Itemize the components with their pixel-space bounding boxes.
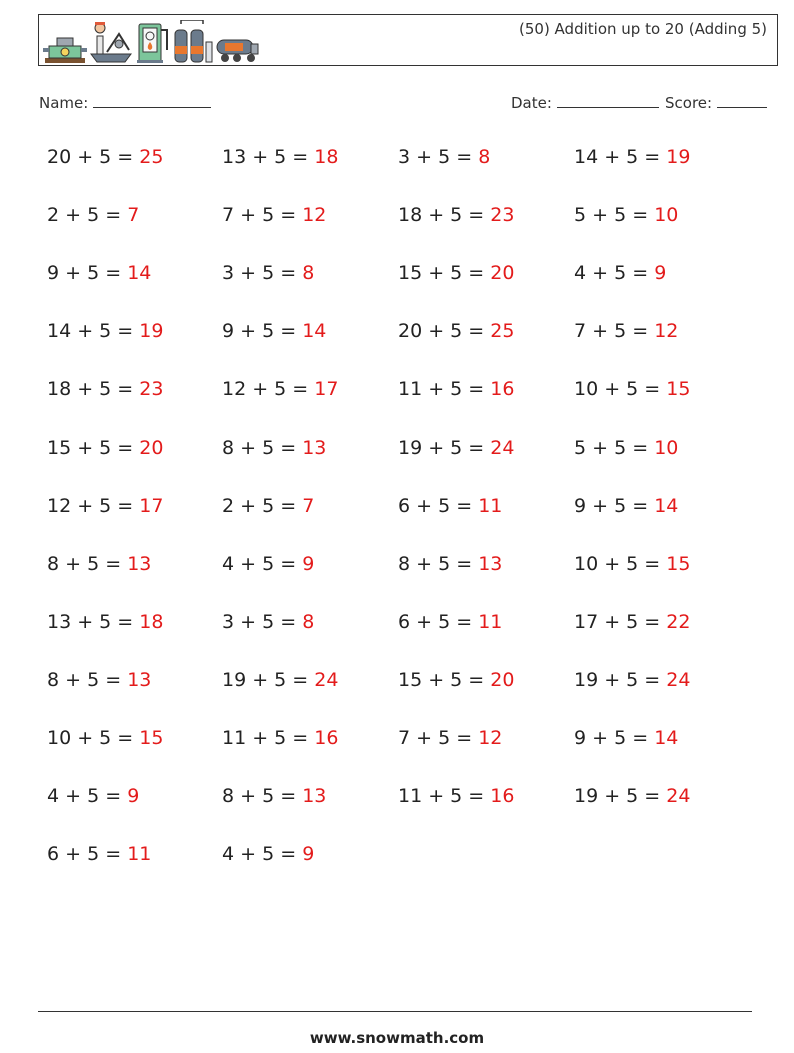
- problem-item: [398, 669, 514, 691]
- oil-rig-icon: [89, 20, 133, 64]
- problem-answer: 25: [490, 320, 515, 343]
- problem-item: [222, 262, 314, 284]
- problem-answer: 20: [490, 262, 515, 285]
- problem-item: [398, 320, 514, 342]
- problem-answer: 11: [478, 610, 503, 633]
- problem-question: 3 + 5 =: [222, 262, 303, 285]
- problem-answer: 12: [478, 727, 503, 749]
- problem-item: [574, 669, 690, 691]
- problem-question: 4 + 5 =: [222, 552, 303, 575]
- problem-answer: 23: [139, 378, 164, 401]
- problem-question: 11 + 5 =: [222, 727, 315, 749]
- problem-item: [47, 378, 163, 400]
- header-icons: [43, 18, 259, 64]
- problem-question: 9 + 5 =: [47, 262, 128, 285]
- problem-answer: 9: [302, 552, 315, 575]
- problem-item: [574, 495, 678, 517]
- problem-item: [47, 437, 163, 459]
- problem-answer: 13: [302, 785, 327, 808]
- name-label: Name:: [39, 94, 89, 112]
- problem-question: 8 + 5 =: [47, 552, 128, 575]
- problem-answer: 8: [302, 262, 315, 285]
- score-field: [665, 93, 767, 112]
- problem-answer: 13: [478, 552, 503, 575]
- problem-answer: 10: [654, 204, 679, 227]
- problem-item: [222, 611, 314, 633]
- problem-question: 15 + 5 =: [47, 436, 140, 459]
- problem-item: [222, 495, 314, 517]
- problem-item: [47, 727, 163, 749]
- problem-item: [222, 553, 314, 575]
- date-label: Date:: [511, 94, 552, 112]
- score-line[interactable]: [717, 93, 767, 108]
- problem-answer: 25: [139, 146, 164, 168]
- problem-item: [47, 843, 151, 865]
- problem-question: 4 + 5 =: [222, 843, 303, 866]
- problem-question: 19 + 5 =: [398, 436, 491, 459]
- problem-question: 5 + 5 =: [574, 436, 655, 459]
- problem-item: [398, 146, 490, 168]
- problem-answer: 20: [490, 668, 515, 691]
- problem-question: 11 + 5 =: [398, 785, 491, 808]
- problem-item: [222, 378, 338, 400]
- problem-answer: 11: [478, 494, 503, 517]
- problem-question: 9 + 5 =: [222, 320, 303, 343]
- problem-answer: 19: [666, 146, 691, 168]
- problem-item: [574, 611, 690, 633]
- problem-question: 14 + 5 =: [574, 146, 667, 168]
- problem-question: 7 + 5 =: [222, 204, 303, 227]
- problem-question: 9 + 5 =: [574, 494, 655, 517]
- problem-question: 19 + 5 =: [222, 668, 315, 691]
- tank-truck-icon: [215, 34, 259, 64]
- problem-question: 2 + 5 =: [47, 204, 128, 227]
- problem-item: [398, 785, 514, 807]
- problem-item: [222, 785, 326, 807]
- problem-item: [398, 378, 514, 400]
- date-line[interactable]: [557, 93, 659, 108]
- problem-question: 10 + 5 =: [47, 727, 140, 749]
- worksheet-title: (50) Addition up to 20 (Adding 5): [519, 20, 767, 38]
- problem-item: [574, 146, 690, 168]
- problem-item: [398, 437, 514, 459]
- problem-question: 14 + 5 =: [47, 320, 140, 343]
- problem-answer: 22: [666, 610, 691, 633]
- footer-divider: [38, 1011, 752, 1012]
- problem-answer: 13: [127, 552, 152, 575]
- date-field: [511, 93, 659, 112]
- footer-website: www.snowmath.com: [309, 1029, 485, 1047]
- problem-question: 8 + 5 =: [222, 436, 303, 459]
- problem-question: 15 + 5 =: [398, 668, 491, 691]
- problem-item: [47, 553, 151, 575]
- problem-item: [398, 495, 502, 517]
- problem-item: [222, 320, 326, 342]
- problem-question: 6 + 5 =: [398, 494, 479, 517]
- problem-answer: 18: [314, 146, 339, 168]
- problem-answer: 24: [490, 436, 515, 459]
- problem-item: [47, 146, 163, 168]
- problem-item: [398, 727, 502, 749]
- problem-item: [574, 320, 678, 342]
- problem-answer: 15: [666, 378, 691, 401]
- problem-answer: 12: [302, 204, 327, 227]
- problem-question: 8 + 5 =: [47, 668, 128, 691]
- problem-item: [574, 727, 678, 749]
- problem-question: 20 + 5 =: [398, 320, 491, 343]
- problem-item: [574, 204, 678, 226]
- problem-answer: 9: [654, 262, 667, 285]
- problem-item: [47, 495, 163, 517]
- problem-answer: 24: [314, 668, 339, 691]
- score-label: Score:: [665, 94, 713, 112]
- problem-answer: 13: [127, 668, 152, 691]
- problem-answer: 16: [490, 785, 515, 808]
- problem-question: 4 + 5 =: [47, 785, 128, 808]
- name-field: [39, 93, 211, 112]
- problem-answer: 16: [314, 727, 339, 749]
- problem-question: 2 + 5 =: [222, 494, 303, 517]
- problem-item: [574, 378, 690, 400]
- problem-question: 3 + 5 =: [398, 146, 479, 168]
- problem-answer: 8: [478, 146, 491, 168]
- problem-question: 19 + 5 =: [574, 785, 667, 808]
- problem-answer: 23: [490, 204, 515, 227]
- problem-question: 13 + 5 =: [222, 146, 315, 168]
- problem-item: [222, 204, 326, 226]
- problem-answer: 17: [139, 494, 164, 517]
- problem-answer: 7: [302, 494, 315, 517]
- problem-answer: 17: [314, 378, 339, 401]
- problem-question: 20 + 5 =: [47, 146, 140, 168]
- problem-answer: 14: [654, 494, 679, 517]
- problem-item: [47, 669, 151, 691]
- problem-question: 4 + 5 =: [574, 262, 655, 285]
- problem-answer: 8: [302, 610, 315, 633]
- problem-answer: 20: [139, 436, 164, 459]
- problem-answer: 16: [490, 378, 515, 401]
- problem-item: [222, 437, 326, 459]
- problem-item: [398, 553, 502, 575]
- problem-answer: 15: [139, 727, 164, 749]
- problem-answer: 24: [666, 785, 691, 808]
- problem-item: [574, 553, 690, 575]
- oil-pump-icon: [43, 34, 87, 64]
- problem-question: 8 + 5 =: [398, 552, 479, 575]
- problem-question: 11 + 5 =: [398, 378, 491, 401]
- problem-item: [222, 146, 338, 168]
- problem-question: 6 + 5 =: [398, 610, 479, 633]
- problem-item: [47, 611, 163, 633]
- problem-answer: 10: [654, 436, 679, 459]
- problem-question: 12 + 5 =: [47, 494, 140, 517]
- problem-item: [398, 262, 514, 284]
- problem-question: 12 + 5 =: [222, 378, 315, 401]
- problem-question: 8 + 5 =: [222, 785, 303, 808]
- problem-question: 15 + 5 =: [398, 262, 491, 285]
- problem-answer: 7: [127, 204, 140, 227]
- problem-question: 7 + 5 =: [574, 320, 655, 343]
- problem-item: [574, 437, 678, 459]
- problem-item: [47, 785, 139, 807]
- problem-item: [574, 262, 666, 284]
- problem-item: [222, 727, 338, 749]
- problem-question: 17 + 5 =: [574, 610, 667, 633]
- problem-question: 18 + 5 =: [47, 378, 140, 401]
- worksheet-header: [38, 14, 778, 66]
- problem-item: [47, 262, 151, 284]
- problem-answer: 19: [139, 320, 164, 343]
- problem-answer: 11: [127, 843, 152, 866]
- gas-cylinders-icon: [173, 20, 213, 64]
- problem-answer: 24: [666, 668, 691, 691]
- problem-item: [574, 785, 690, 807]
- problem-answer: 15: [666, 552, 691, 575]
- problem-question: 13 + 5 =: [47, 610, 140, 633]
- problem-item: [47, 320, 163, 342]
- problem-question: 10 + 5 =: [574, 552, 667, 575]
- problem-answer: 13: [302, 436, 327, 459]
- problem-item: [222, 843, 314, 865]
- problem-question: 7 + 5 =: [398, 727, 479, 749]
- problem-question: 5 + 5 =: [574, 204, 655, 227]
- problem-item: [398, 204, 514, 226]
- problem-item: [47, 204, 139, 226]
- problem-answer: 9: [302, 843, 315, 866]
- problem-question: 3 + 5 =: [222, 610, 303, 633]
- problem-question: 9 + 5 =: [574, 727, 655, 749]
- problem-question: 18 + 5 =: [398, 204, 491, 227]
- problem-answer: 18: [139, 610, 164, 633]
- problem-answer: 12: [654, 320, 679, 343]
- problem-item: [398, 611, 502, 633]
- problem-item: [222, 669, 338, 691]
- problem-answer: 14: [654, 727, 679, 749]
- problem-question: 19 + 5 =: [574, 668, 667, 691]
- problem-question: 10 + 5 =: [574, 378, 667, 401]
- problem-question: 6 + 5 =: [47, 843, 128, 866]
- problem-answer: 14: [302, 320, 327, 343]
- fuel-pump-icon: [135, 20, 171, 64]
- name-line[interactable]: [93, 93, 211, 108]
- problem-answer: 14: [127, 262, 152, 285]
- problem-answer: 9: [127, 785, 140, 808]
